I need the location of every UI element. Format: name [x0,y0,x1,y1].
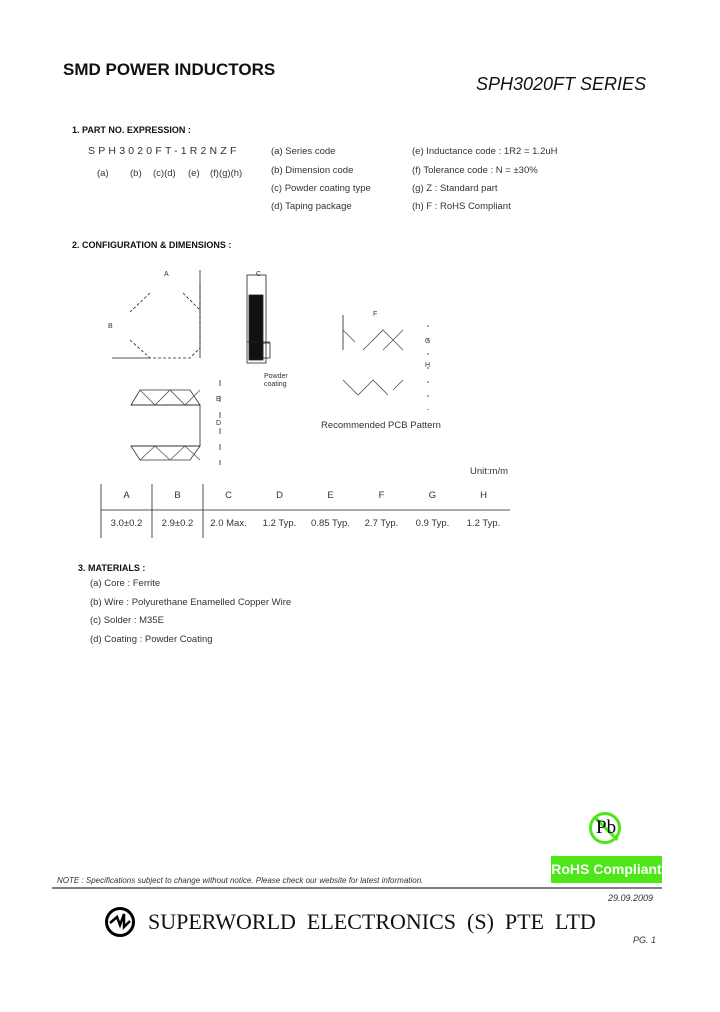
table-cell: 2.7 Typ. [364,518,399,529]
pcb-caption: Recommended PCB Pattern [321,420,441,431]
code-label: (f)(g)(h) [210,168,243,179]
powder-label: coating [264,381,287,388]
table-header: E [327,490,334,501]
footer-note: NOTE : Specifications subject to change without notice. Please check our website for latest information. [57,876,424,885]
table-header: C [225,490,232,501]
dim-label-c: C [256,271,262,278]
doc-title: SMD POWER INDUCTORS [63,60,276,79]
table-cell: 1.2 Typ. [262,518,297,529]
series-title: SPH3020FT SERIES [476,74,647,94]
table-cell: 3.0±0.2 [110,518,143,529]
powder-label: Powder [264,373,288,380]
code-desc: (b) Dimension code [271,165,354,176]
material-item: (c) Solder : M35E [90,615,164,626]
code-desc: (d) Taping package [271,201,352,212]
table-header: B [174,490,181,501]
section-config: 2. CONFIGURATION & DIMENSIONS : [72,240,232,250]
code-desc: (e) Inductance code : 1R2 = 1.2uH [412,146,558,157]
dim-label-d: D [216,420,222,427]
rohs-badge: RoHS Compliant [551,856,662,883]
table-cell: 2.0 Max. [210,518,247,529]
code-desc: (g) Z : Standard part [412,183,498,194]
dim-label-b: B [108,323,113,330]
material-item: (d) Coating : Powder Coating [90,634,213,645]
code-desc: (c) Powder coating type [271,183,371,194]
date: 29.09.2009 [608,893,654,903]
table-header: A [123,490,130,501]
dim-label-h: H [425,362,431,369]
table-header: G [428,490,437,501]
section-part-no: 1. PART NO. EXPRESSION : [72,125,191,135]
code-desc: (h) F : RoHS Compliant [412,201,511,212]
section-materials: 3. MATERIALS : [78,563,146,573]
table-cell: 0.9 Typ. [415,518,450,529]
unit-label: Unit:m/m [470,466,508,477]
dim-label-f: F [373,311,378,318]
page-number: PG. 1 [633,935,657,945]
table-cell: 2.9±0.2 [161,518,194,529]
table-header: D [276,490,283,501]
company-logo-icon [105,907,135,937]
code-label: (a) [97,168,109,179]
material-item: (b) Wire : Polyurethane Enamelled Copper Wire [90,597,292,608]
part-number: SPH3020FT-1R2NZF [88,145,240,157]
table-header: F [378,490,385,501]
material-item: (a) Core : Ferrite [90,578,161,589]
table-header: H [480,490,487,501]
dim-label-a: A [164,271,169,278]
dim-label-g: G [425,338,431,345]
code-desc: (a) Series code [271,146,336,157]
lead-free-icon [589,812,621,844]
dim-label-e: E [216,396,221,403]
table-cell: 0.85 Typ. [311,518,350,529]
company-name: SUPERWORLD ELECTRONICS (S) PTE LTD [148,909,596,934]
code-label: (b) [130,168,142,179]
code-label: (e) [188,168,200,179]
pb-text: Pb [596,817,617,838]
code-desc: (f) Tolerance code : N = ±30% [412,165,538,176]
table-cell: 1.2 Typ. [466,518,501,529]
code-label: (c)(d) [153,168,176,179]
